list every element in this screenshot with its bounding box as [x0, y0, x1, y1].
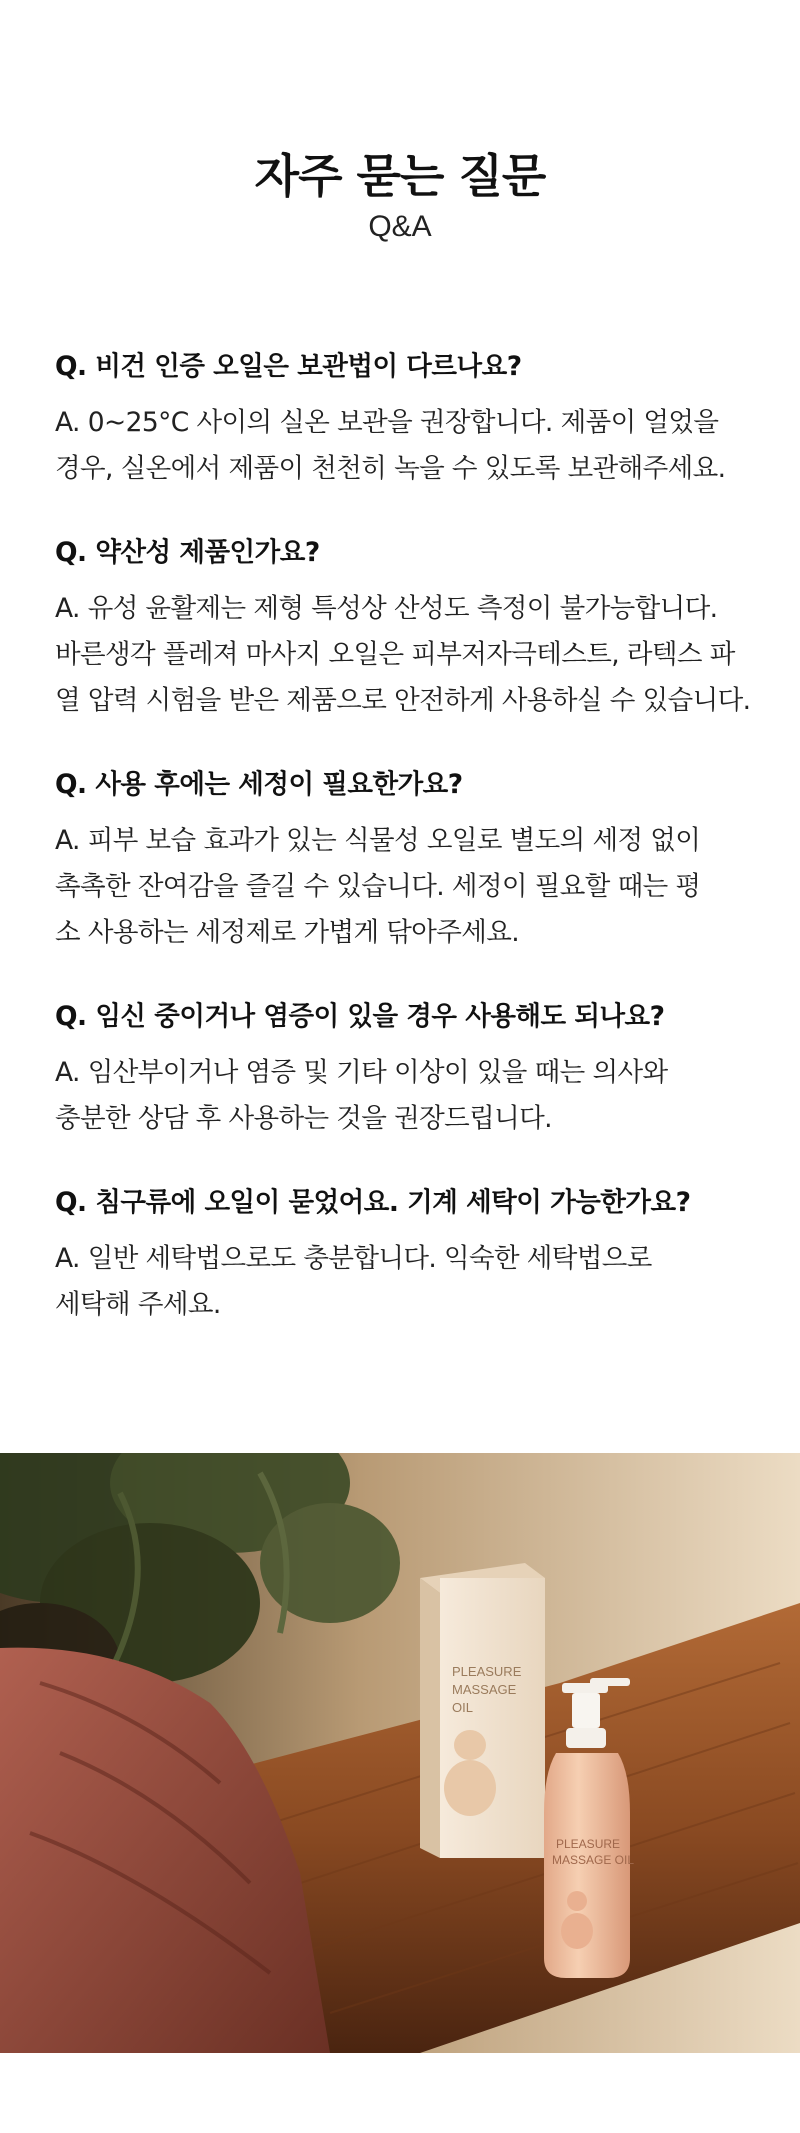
page-subtitle: Q&A — [368, 210, 432, 243]
faq-item — [55, 1184, 770, 1328]
faq-question: Q. 비건 인증 오일은 보관법이 다르나요? — [55, 351, 522, 382]
faq-question: Q. 임신 중이거나 염증이 있을 경우 사용해도 되나요? — [55, 1001, 665, 1032]
answer-line: 경우, 실온에서 제품이 천천히 녹을 수 있도록 보관해주세요. — [55, 453, 726, 484]
faq-answer — [55, 400, 770, 492]
faq-question: Q. 침구류에 오일이 묻었어요. 기계 세탁이 가능한가요? — [55, 1187, 691, 1218]
faq-answer — [55, 818, 770, 956]
faq-answer — [55, 586, 770, 724]
page-title: 자주 묻는 질문 — [254, 149, 546, 203]
bottle-label-line: MASSAGE OIL — [552, 1853, 635, 1867]
box-label-line: PLEASURE — [452, 1664, 522, 1679]
faq-header — [0, 148, 800, 246]
answer-line: 바른생각 플레져 마사지 오일은 피부저자극테스트, 라텍스 파 — [55, 639, 735, 670]
box-label-line: MASSAGE — [452, 1682, 517, 1697]
answer-line: 열 압력 시험을 받은 제품으로 안전하게 사용하실 수 있습니다. — [55, 685, 751, 716]
faq-question: Q. 사용 후에는 세정이 필요한가요? — [55, 769, 463, 800]
answer-line: 촉촉한 잔여감을 즐길 수 있습니다. 세정이 필요할 때는 평 — [55, 871, 701, 902]
answer-line: A. 0~25°C 사이의 실온 보관을 권장합니다. 제품이 얼었을 — [55, 407, 719, 438]
bottle-label-line: PLEASURE — [556, 1837, 621, 1851]
answer-line: 충분한 상담 후 사용하는 것을 권장드립니다. — [55, 1103, 552, 1134]
product-photo-illustration — [0, 1453, 800, 2053]
answer-line: 세탁해 주세요. — [55, 1289, 221, 1320]
faq-answer — [55, 1236, 770, 1328]
faq-list — [55, 348, 770, 1370]
answer-line: A. 일반 세탁법으로도 충분합니다. 익숙한 세탁법으로 — [55, 1243, 652, 1274]
answer-line: A. 피부 보습 효과가 있는 식물성 오일로 별도의 세정 없이 — [55, 825, 701, 856]
faq-answer — [55, 1050, 770, 1142]
box-label-line: OIL — [452, 1700, 473, 1715]
faq-item — [55, 998, 770, 1142]
product-box — [420, 1563, 545, 1858]
faq-question: Q. 약산성 제품인가요? — [55, 537, 320, 568]
answer-line: A. 임산부이거나 염증 및 기타 이상이 있을 때는 의사와 — [55, 1057, 668, 1088]
faq-item — [55, 348, 770, 492]
answer-line: A. 유성 윤활제는 제형 특성상 산성도 측정이 불가능합니다. — [55, 593, 718, 624]
product-photo — [0, 1453, 800, 2053]
answer-line: 소 사용하는 세정제로 가볍게 닦아주세요. — [55, 917, 520, 948]
faq-item — [55, 534, 770, 724]
faq-item — [55, 766, 770, 956]
